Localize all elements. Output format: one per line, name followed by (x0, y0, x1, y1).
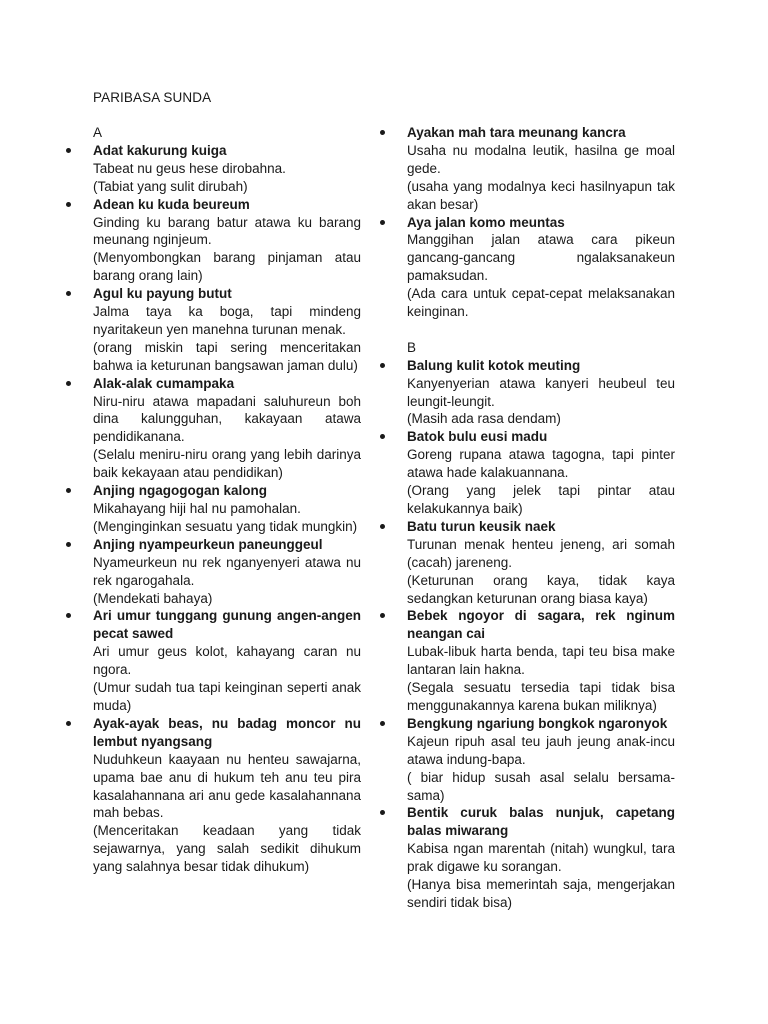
right-column (407, 124, 675, 912)
sundanese-meaning: Manggihan jalan atawa cara pikeun gancang-gancang ngalaksanakeun pamaksudan. (407, 232, 675, 284)
proverb-text: Adean ku kuda beureum (93, 196, 250, 212)
proverb-entry (93, 375, 361, 482)
indonesian-meaning: (Masih ada rasa dendam) (407, 411, 561, 427)
proverb-entry (407, 124, 675, 214)
proverb-entry (93, 196, 361, 286)
indonesian-meaning: (Hanya bisa memerintah saja, mengerjakan sendiri tidak bisa) (407, 877, 675, 910)
indonesian-meaning: (Orang yang jelek tapi pintar atau kelakukannya baik) (407, 483, 675, 516)
proverb-entry (407, 214, 675, 321)
bullet-icon (66, 148, 71, 153)
sundanese-meaning: Goreng rupana atawa tagogna, tapi pinter atawa hade kalakuannana. (407, 447, 675, 481)
indonesian-meaning: (Umur sudah tua tapi keinginan seperti anak muda) (93, 680, 361, 713)
bullet-icon (380, 810, 385, 815)
bullet-icon (380, 721, 385, 726)
proverb-entry (407, 518, 675, 608)
proverb-text: Anjing ngagogogan kalong (93, 483, 267, 499)
proverb-text: Adat kakurung kuiga (93, 142, 227, 158)
indonesian-meaning: ( biar hidup susah asal selalu bersama-sama) (407, 769, 675, 803)
bullet-icon (380, 130, 385, 135)
bullet-icon (66, 291, 71, 296)
proverb-entry (407, 715, 675, 805)
proverb-text: Bebek ngoyor di sagara, rek nginum neangan cai (407, 608, 675, 642)
proverb-text: Bentik curuk balas nunjuk, capetang balas miwarang (407, 805, 675, 839)
proverb-text: Aya jalan komo meuntas (407, 214, 565, 230)
sundanese-meaning: Kanyenyerian atawa kanyeri heubeul teu leungit-leungit. (407, 375, 675, 409)
bullet-icon (66, 381, 71, 386)
proverb-entry (93, 607, 361, 714)
bullet-icon (380, 363, 385, 368)
proverb-entry (407, 804, 675, 911)
section-letter-a: A (93, 125, 103, 140)
indonesian-meaning: (orang miskin tapi sering menceritakan bahwa ia keturunan bangsawan jaman dulu) (93, 339, 361, 373)
section-letter-b: B (407, 339, 417, 355)
proverb-text: Agul ku payung butut (93, 286, 232, 302)
indonesian-meaning: (Menginginkan sesuatu yang tidak mungkin) (93, 518, 358, 534)
sundanese-meaning: Nyameurkeun nu rek nganyenyeri atawa nu rek ngarogahala. (93, 554, 361, 588)
proverb-entry (93, 285, 361, 375)
sundanese-meaning: Nuduhkeun kaayaan nu henteu sawajarna, upama bae anu di hukum teh anu teu pira kasalahannana ari anu gede kasalahannana mah bebas. (93, 751, 361, 821)
bullet-icon (66, 202, 71, 207)
proverb-text: Bengkung ngariung bongkok ngaronyok (407, 715, 668, 731)
proverb-entry (407, 357, 675, 429)
indonesian-meaning: (Menyombongkan barang pinjaman atau barang orang lain) (93, 250, 361, 284)
indonesian-meaning: (usaha yang modalnya keci hasilnyapun tak akan besar) (407, 178, 675, 212)
indonesian-meaning: (Menceritakan keadaan yang tidak sejawarnya, yang salah sedikit dihukum yang salahnya besar tidak dihukum) (93, 823, 361, 875)
sundanese-meaning: Ari umur geus kolot, kahayang caran nu ngora. (93, 644, 361, 678)
proverb-entry (407, 428, 675, 518)
bullet-icon (380, 524, 385, 529)
proverb-text: Anjing nyampeurkeun paneunggeul (93, 536, 323, 552)
proverb-entry (93, 715, 361, 876)
sundanese-meaning: Mikahayang hiji hal nu pamohalan. (93, 501, 301, 517)
bullet-icon (380, 220, 385, 225)
sundanese-meaning: Kabisa ngan marentah (nitah) wungkul, tara prak digawe ku sorangan. (407, 841, 675, 875)
section-spacer (407, 321, 675, 339)
proverb-text: Alak-alak cumampaka (93, 375, 235, 391)
proverb-text: Ari umur tunggang gunung angen-angen pecat sawed (93, 608, 361, 642)
proverb-entry (93, 482, 361, 536)
sundanese-meaning: Lubak-libuk harta benda, tapi teu bisa make lantaran lain hakna. (407, 644, 675, 678)
proverb-text: Balung kulit kotok meuting (407, 357, 581, 373)
indonesian-meaning: (Ada cara untuk cepat-cepat melaksanakan keinginan. (407, 286, 675, 320)
proverb-text: Batok bulu eusi madu (407, 429, 548, 445)
bullet-icon (66, 613, 71, 618)
bullet-icon (66, 488, 71, 493)
left-column (93, 124, 361, 876)
indonesian-meaning: (Selalu meniru-niru orang yang lebih darinya baik kekayaan atau pendidikan) (93, 447, 361, 481)
sundanese-meaning: Usaha nu modalna leutik, hasilna ge moal gede. (407, 142, 675, 176)
proverb-text: Batu turun keusik naek (407, 518, 556, 534)
sundanese-meaning: Jalma taya ka boga, tapi mindeng nyaritakeun yen manehna turunan menak. (93, 304, 361, 337)
sundanese-meaning: Turunan menak henteu jeneng, ari somah (cacah) jareneng. (407, 536, 675, 570)
sundanese-meaning: Tabeat nu geus hese dirobahna. (93, 160, 286, 176)
sundanese-meaning: Ginding ku barang batur atawa ku barang meunang nginjeum. (93, 214, 361, 248)
indonesian-meaning: (Tabiat yang sulit dirubah) (93, 178, 248, 194)
proverb-entry (93, 142, 361, 196)
sundanese-meaning: Niru-niru atawa mapadani saluhureun boh dina kalungguhan, kakayaan atawa pendidikanana. (93, 393, 361, 445)
indonesian-meaning: (Mendekati bahaya) (93, 590, 213, 606)
proverb-text: Ayak-ayak beas, nu badag moncor nu lembut nyangsang (93, 715, 361, 749)
bullet-icon (380, 434, 385, 439)
sundanese-meaning: Kajeun ripuh asal teu jauh jeung anak-incu atawa indung-bapa. (407, 733, 675, 767)
indonesian-meaning: (Segala sesuatu tersedia tapi tidak bisa menggunakannya karena bukan miliknya) (407, 680, 675, 713)
bullet-icon (380, 613, 385, 618)
proverb-entry (407, 607, 675, 714)
proverb-entry (93, 536, 361, 608)
document-title: PARIBASA SUNDA (93, 90, 212, 105)
bullet-icon (66, 721, 71, 726)
proverb-text: Ayakan mah tara meunang kancra (407, 125, 626, 140)
indonesian-meaning: (Keturunan orang kaya, tidak kaya sedangkan keturunan orang biasa kaya) (407, 572, 675, 606)
bullet-icon (66, 542, 71, 547)
